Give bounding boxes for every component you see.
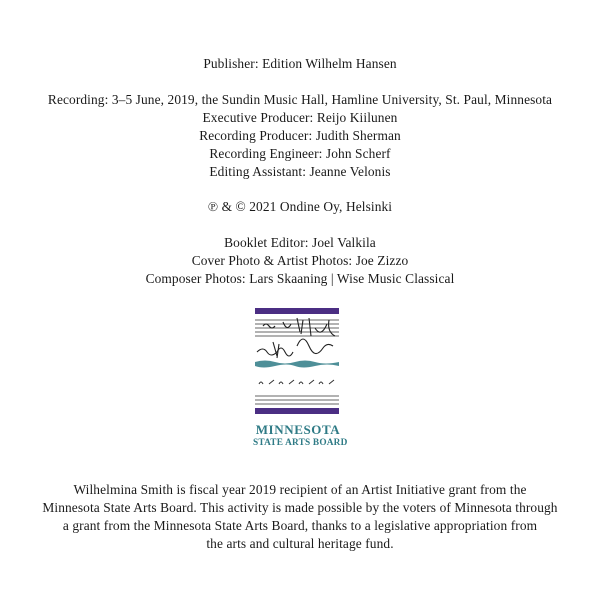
logo-title-state-arts-board: STATE ARTS BOARD bbox=[253, 438, 348, 448]
grant-line-1: Wilhelmina Smith is fiscal year 2019 recipient of an Artist Initiative grant from the bbox=[73, 482, 527, 497]
grant-line-4: the arts and cultural heritage fund. bbox=[206, 536, 394, 551]
grant-line-2: Minnesota State Arts Board. This activity is made possible by the voters of Minnesota through bbox=[42, 500, 558, 515]
cover-photo-credit: Cover Photo & Artist Photos: Joe Zizzo bbox=[191, 253, 409, 268]
copyright-notice: ℗ & © 2021 Ondine Oy, Helsinki bbox=[207, 199, 393, 214]
recording-producer-credit: Recording Producer: Judith Sherman bbox=[199, 128, 401, 143]
recording-engineer-credit: Recording Engineer: John Scherf bbox=[209, 146, 391, 161]
logo-artwork bbox=[253, 306, 343, 418]
grant-line-3: a grant from the Minnesota State Arts Board, thanks to a legislative appropriation from bbox=[62, 518, 538, 533]
editing-assistant-credit: Editing Assistant: Jeanne Velonis bbox=[209, 164, 391, 179]
recording-credit: Recording: 3–5 June, 2019, the Sundin Music Hall, Hamline University, St. Paul, Minnesota bbox=[47, 92, 553, 107]
publisher-credit: Publisher: Edition Wilhelm Hansen bbox=[203, 56, 397, 71]
executive-producer-credit: Executive Producer: Reijo Kiilunen bbox=[202, 110, 398, 125]
minnesota-state-arts-board-logo bbox=[253, 306, 348, 456]
logo-title-minnesota: MINNESOTA bbox=[255, 422, 341, 437]
booklet-editor-credit: Booklet Editor: Joel Valkila bbox=[224, 235, 376, 250]
composer-photos-credit: Composer Photos: Lars Skaaning | Wise Music Classical bbox=[145, 271, 455, 286]
